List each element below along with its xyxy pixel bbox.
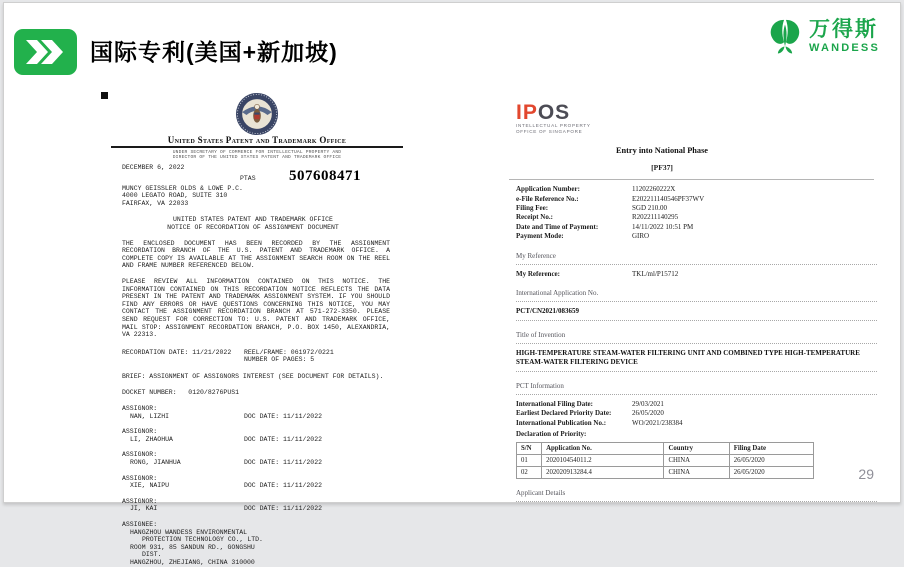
assignor-name: NAN, LIZHI bbox=[130, 412, 170, 420]
form-divider bbox=[509, 179, 874, 180]
reel-frame-block bbox=[244, 349, 334, 364]
ipos-logo bbox=[516, 103, 884, 134]
assignor-name: XIE, NAIPU bbox=[130, 482, 170, 490]
intl-application-no: PCT/CN2021/083659 bbox=[516, 307, 579, 316]
uspto-seal-icon bbox=[235, 92, 279, 136]
section-title-of-invention: Title of Invention bbox=[516, 331, 877, 344]
assignor-name: LI, ZHAOHUA bbox=[130, 435, 173, 443]
section-my-reference: My Reference bbox=[516, 252, 877, 265]
priority-col-header: S/N bbox=[517, 443, 542, 455]
wandess-plant-icon bbox=[767, 17, 803, 55]
addressee-block bbox=[122, 185, 401, 208]
assignor-label: ASSIGNOR: bbox=[122, 451, 158, 459]
double-chevron-icon bbox=[14, 29, 77, 75]
assignee-line: HANGZHOU, ZHEJIANG, CHINA 310000 bbox=[130, 558, 255, 566]
page-title: 国际专利(美国+新加坡) bbox=[90, 39, 338, 65]
notice-paragraph-1: THE ENCLOSED DOCUMENT HAS BEEN RECORDED BY THE ASSIGNMENT RECORDATION BRANCH OF THE U.S. PATENT AND TRADEMARK OFFICE. A COMPLETE COPY IS AVAILABLE AT THE ASSIGNMENT SEARCH ROOM ON THE REEL AND FRAME NUMBER REFERENCED BELOW. bbox=[122, 239, 390, 270]
docket-number: DOCKET NUMBER: 0120/8276PUS1 bbox=[122, 389, 240, 397]
field-label: Date and Time of Payment: bbox=[516, 222, 599, 231]
assignor-block bbox=[122, 475, 401, 490]
my-reference-value: TKL/ml/P15712 bbox=[632, 269, 679, 278]
assignee-block bbox=[122, 521, 401, 567]
notice-paragraph-2: PLEASE REVIEW ALL INFORMATION CONTAINED ON THIS NOTICE. THE INFORMATION CONTAINED ON THIS RECORDATION NOTICE REFLECTS THE DATA PRESENT IN THE PATENT AND TRADEMARK ASSIGNMENT SYSTEM. IF YOU SHOULD FIND ANY ERRORS OR HAVE QUESTIONS CONCERNING THIS NOTICE, YOU MAY CONTACT THE ASSIGNMENT RECORDATION BRANCH AT 571-272-3350. PLEASE SEND REQUEST FOR CORRECTION TO: U.S. PATENT AND TRADEMARK OFFICE, MAIL STOP: ASSIGNMENT RECORDATION BRANCH, P.O. BOX 1450, ALEXANDRIA, VA 22313. bbox=[122, 277, 390, 339]
pct-fields bbox=[516, 400, 877, 428]
pct-field-label: Earliest Declared Priority Date: bbox=[516, 409, 612, 418]
pct-field-label: International Publication No.: bbox=[516, 418, 607, 427]
field-value: 14/11/2022 10:51 PM bbox=[632, 222, 694, 231]
brand-logo bbox=[767, 17, 880, 55]
notice-heading bbox=[122, 216, 384, 231]
field-value: R202211140295 bbox=[632, 213, 679, 222]
section-intl-application: International Application No. bbox=[516, 289, 877, 302]
field-label: Payment Mode: bbox=[516, 232, 564, 241]
priority-cell-country: CHINA bbox=[664, 467, 729, 479]
scan-mark bbox=[101, 92, 108, 99]
ipos-document bbox=[509, 91, 884, 498]
brand-name-en: WANDESS bbox=[808, 41, 880, 54]
assignor-label: ASSIGNOR: bbox=[122, 497, 158, 505]
number-of-pages: NUMBER OF PAGES: 5 bbox=[244, 356, 315, 364]
section-applicant-details: Applicant Details bbox=[516, 489, 877, 502]
field-value: GIRO bbox=[632, 232, 650, 241]
priority-col-header: Filing Date bbox=[729, 443, 813, 455]
assignor-doc-date: DOC DATE: 11/11/2022 bbox=[244, 482, 323, 490]
assignee-line: DIST. bbox=[142, 551, 162, 559]
priority-cell-app-no: 202020913284.4 bbox=[542, 467, 664, 479]
assignor-name: JI, KAI bbox=[130, 505, 158, 513]
addressee-line: MUNCY GEISSLER OLDS & LOWE P.C. bbox=[122, 184, 243, 192]
slide-canvas bbox=[3, 2, 901, 566]
field-value: E202211140546PF37WV bbox=[632, 194, 705, 203]
assignee-label: ASSIGNEE: bbox=[122, 521, 158, 528]
ipos-logo-os: OS bbox=[537, 101, 571, 124]
brief-line: BRIEF: ASSIGNMENT OF ASSIGNORS INTEREST (SEE DOCUMENT FOR DETAILS). bbox=[122, 372, 384, 380]
recordation-number: 507608471 bbox=[289, 168, 361, 185]
assignor-label: ASSIGNOR: bbox=[122, 428, 158, 436]
reel-frame: REEL/FRAME: 061972/0221 bbox=[244, 348, 334, 356]
payment-fields bbox=[516, 185, 874, 241]
priority-table bbox=[516, 442, 814, 479]
assignor-doc-date: DOC DATE: 11/11/2022 bbox=[244, 412, 323, 420]
letter-date: DECEMBER 6, 2022 bbox=[122, 164, 185, 172]
field-label: e-File Reference No.: bbox=[516, 194, 579, 203]
declaration-of-priority-label: Declaration of Priority: bbox=[516, 430, 587, 439]
assignor-block bbox=[122, 405, 401, 420]
priority-cell-filing: 26/05/2020 bbox=[729, 455, 813, 467]
priority-col-header: Application No. bbox=[542, 443, 664, 455]
page-number: 29 bbox=[858, 466, 874, 482]
assignor-doc-date: DOC DATE: 11/11/2022 bbox=[244, 505, 323, 513]
assignee-line: ROOM 931, 85 SANDUN RD., GONGSHU bbox=[130, 543, 255, 551]
pct-field-label: International Filing Date: bbox=[516, 400, 593, 409]
uspto-document bbox=[101, 89, 476, 566]
field-label: Filing Fee: bbox=[516, 204, 549, 212]
pct-field-value: WO/2021/238384 bbox=[632, 418, 683, 427]
uspto-office-sub2: DIRECTOR OF THE UNITED STATES PATENT AND TRADEMARK OFFICE bbox=[172, 155, 342, 160]
priority-cell-sn: 02 bbox=[517, 467, 542, 479]
assignor-label: ASSIGNOR: bbox=[122, 405, 158, 413]
assignor-block bbox=[122, 428, 401, 443]
assignor-label: ASSIGNOR: bbox=[122, 474, 158, 482]
field-value: 11202260222X bbox=[632, 185, 676, 194]
uspto-body bbox=[101, 164, 401, 566]
assignor-doc-date: DOC DATE: 11/11/2022 bbox=[244, 435, 323, 443]
priority-table-row bbox=[517, 467, 814, 479]
recordation-row bbox=[122, 349, 401, 364]
assignor-block bbox=[122, 498, 401, 513]
assignor-name: RONG, JIANHUA bbox=[130, 459, 181, 467]
my-reference-label: My Reference: bbox=[516, 269, 560, 278]
uspto-letterhead bbox=[101, 92, 413, 160]
assignor-block bbox=[122, 451, 401, 466]
form-title: Entry into National Phase bbox=[616, 146, 708, 156]
priority-cell-app-no: 202010454011.2 bbox=[542, 455, 664, 467]
form-code: [PF37] bbox=[651, 163, 673, 173]
priority-cell-country: CHINA bbox=[664, 455, 729, 467]
notice-heading-line2: NOTICE OF RECORDATION OF ASSIGNMENT DOCUMENT bbox=[167, 223, 339, 231]
addressee-line: FAIRFAX, VA 22033 bbox=[122, 199, 189, 207]
ptas-label: PTAS bbox=[240, 175, 256, 182]
field-value: SGD 210.00 bbox=[632, 204, 668, 212]
notice-heading-line1: UNITED STATES PATENT AND TRADEMARK OFFICE bbox=[173, 216, 333, 224]
letterhead-rule bbox=[111, 146, 403, 148]
addressee-line: 4000 LEGATO ROAD, SUITE 310 bbox=[122, 192, 228, 200]
priority-cell-sn: 01 bbox=[517, 455, 542, 467]
recordation-date: RECORDATION DATE: 11/21/2022 bbox=[122, 348, 232, 356]
uspto-office-sub1: UNDER SECRETARY OF COMMERCE FOR INTELLECTUAL PROPERTY AND bbox=[172, 149, 342, 155]
ipos-logo-ip: IP bbox=[516, 101, 538, 124]
ipos-logo-sub2: OFFICE OF SINGAPORE bbox=[516, 128, 583, 134]
assignor-doc-date: DOC DATE: 11/11/2022 bbox=[244, 459, 323, 467]
invention-title: HIGH-TEMPERATURE STEAM-WATER FILTERING UNIT AND COMBINED TYPE HIGH-TEMPERATURE STEAM-WATER FILTERING DEVICE bbox=[516, 349, 860, 367]
brand-name-cn: 万得斯 bbox=[808, 17, 878, 41]
field-label: Application Number: bbox=[516, 185, 580, 194]
assignee-line: HANGZHOU WANDESS ENVIRONMENTAL bbox=[130, 528, 248, 536]
priority-table-row bbox=[517, 455, 814, 467]
ipos-logo-sub1: INTELLECTUAL PROPERTY bbox=[516, 123, 591, 128]
priority-cell-filing: 26/05/2020 bbox=[729, 467, 813, 479]
pct-field-value: 29/03/2021 bbox=[632, 400, 664, 409]
pct-field-value: 26/05/2020 bbox=[632, 409, 664, 418]
field-label: Receipt No.: bbox=[516, 213, 553, 222]
uspto-office-name: United States Patent and Trademark Office bbox=[167, 135, 347, 145]
section-pct-information: PCT Information bbox=[516, 382, 877, 395]
assignee-line: PROTECTION TECHNOLOGY CO., LTD. bbox=[142, 536, 263, 544]
priority-col-header: Country bbox=[664, 443, 729, 455]
